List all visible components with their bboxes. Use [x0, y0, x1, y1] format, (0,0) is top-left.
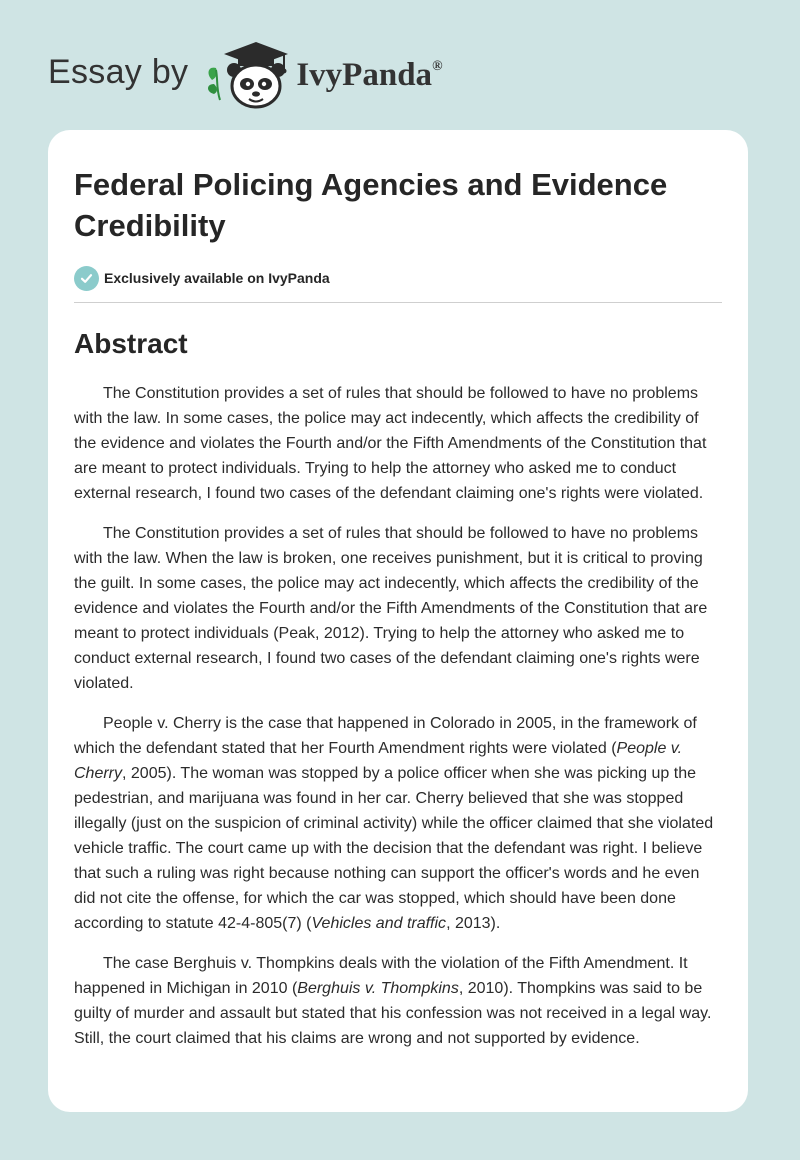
divider: [74, 302, 722, 303]
paragraph-4-text-b: , 2010). Thompkins was said to be guilty of murder and assault but stated that his confession was not received in a legal way. Still, the court claimed that his claims are wrong and not supported by evidence.: [74, 980, 712, 1047]
paragraph-4-text-a: The case Berghuis v. Thompkins deals with the violation of the Fifth Amendment. It happened in Michigan in 2010 (: [74, 955, 688, 997]
citation-berghuis-v-thompkins: Berghuis v. Thompkins: [297, 980, 459, 997]
paragraph-3-text-c: , 2013).: [446, 915, 501, 932]
page-title: Federal Policing Agencies and Evidence Credibility: [74, 167, 668, 243]
section-heading: Abstract: [74, 328, 188, 359]
paragraph-4: [74, 951, 724, 1051]
paragraph-3: [74, 711, 724, 936]
badge-label: Exclusively available on IvyPanda: [104, 270, 330, 286]
ivypanda-logo-icon[interactable]: [202, 34, 294, 110]
essay-body: [74, 381, 724, 1051]
essay-by-label: Essay by: [48, 52, 189, 91]
paragraph-1: The Constitution provides a set of rules that should be followed to have no problems with the law. In some cases, the police may act indecently, which affects the credibility of the evidence and violates the Fourth and/or the Fifth Amendments of the Constitution that are meant to protect individuals. Trying to help the attorney who asked me to conduct external research, I found two cases of the defendant claiming one's rights were violated.: [74, 385, 707, 502]
paragraph-3-text-a: People v. Cherry is the case that happened in Colorado in 2005, in the framework of which the defendant stated that her Fourth Amendment rights were violated (: [74, 715, 697, 757]
paragraph-2: The Constitution provides a set of rules that should be followed to have no problems with the law. When the law is broken, one receives punishment, but it is critical to proving the guilt. In some cases, the police may act indecently, which affects the credibility of the evidence and violates the Fourth and/or the Fifth Amendments of the Constitution that are meant to protect individuals (Peak, 2012). Trying to help the attorney who asked me to conduct external research, I found two cases of the defendant claiming one's rights were violated.: [74, 525, 708, 692]
brand-name-text: IvyPanda: [296, 56, 433, 93]
essay-card: [48, 130, 748, 1112]
site-header: [48, 34, 443, 110]
paragraph-3-text-b: , 2005). The woman was stopped by a police officer when she was picking up the pedestrian, and marijuana was found in her car. Cherry believed that she was stopped illegally (just on the suspicion of criminal activity) while the officer claimed that she violated vehicle traffic. The court came up with the decision that the defendant was right. I believe that such a ruling was right because nothing can support the officer's words and he even did not cite the offense, for which the car was stopped, which should have been done according to statute 42-4-805(7) (: [74, 765, 714, 932]
exclusive-badge: [74, 265, 722, 291]
citation-people-v-cherry: People v. Cherry: [74, 740, 683, 782]
registered-mark: ®: [432, 58, 443, 74]
brand-name[interactable]: [296, 57, 442, 94]
citation-vehicles-and-traffic: Vehicles and traffic: [311, 915, 447, 932]
checkmark-icon: [74, 266, 99, 291]
